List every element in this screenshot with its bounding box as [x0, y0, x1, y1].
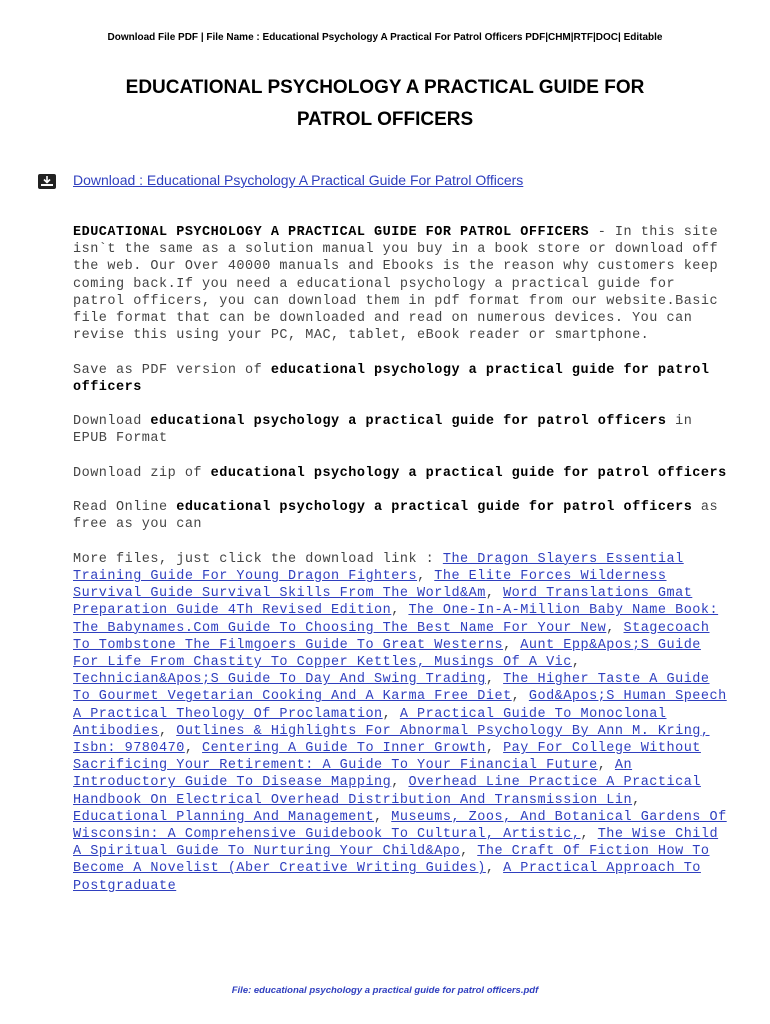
epub-suffix: in EPUB Format	[73, 414, 693, 447]
more-files-links: The Dragon Slayers Essential Training Guide For Young Dragon Fighters, The Elite Forces Wilderness Survival Guide Survival Skills From The World&Am, Word Translations Gmat Preparation Guide 4Th Revised Edition, The One-In-A-Million Baby Name Book: The Babynames.Com Guide To Choosing The Best Name For Your New, Stagecoach To Tombstone The Filmgoers Guide To Great Westerns, Aunt Epp&Apos;S Guide For Life From Chastity To Copper Kettles, Musings Of A Vic, Technician&Apos;S Guide To Day And Swing Trading, The Higher Taste A Guide To Gourmet Vegetarian Cooking And A Karma Free Diet, God&Apos;S Human Speech A Practical Theology Of Proclamation, A Practical Guide To Monoclonal Antibodies, Outlines & Highlights For Abnormal Psychology By Ann M. Kring, Isbn: 9780470, Centering A Guide To Inner Growth, Pay For College Without Sacrificing Your Retirement: A Guide To Your Financial Future, An Introductory Guide To Disease Mapping, Overhead Line Practice A Practical Handbook On Electrical Overhead Distribution And Transmission Lin, Educational Planning And Management, Museums, Zoos, And Botanical Gardens Of Wisconsin: A Comprehensive Guidebook To Cultural, Artistic,, The Wise Child A Spiritual Guide To Nurturing Your Child&Apo, The Craft Of Fiction How To Become A Novelist (Aber Creative Writing Guides), A Practical Approach To Postgraduate	[73, 551, 727, 894]
more-file-link[interactable]: A Practical Guide To Monoclonal Antibodies	[73, 706, 667, 739]
epub-bold: educational psychology a practical guide for patrol officers	[150, 414, 667, 430]
download-icon[interactable]	[38, 174, 56, 189]
page-footer: File: educational psychology a practical guide for patrol officers.pdf	[231, 985, 539, 996]
intro-bold: EDUCATIONAL PSYCHOLOGY A PRACTICAL GUIDE FOR PATROL OFFICERS	[73, 225, 590, 240]
title-line-1: EDUCATIONAL PSYCHOLOGY A PRACTICAL GUIDE FOR	[125, 77, 645, 98]
epub-prefix: Download	[73, 414, 151, 430]
zip-paragraph	[73, 465, 733, 482]
more-file-link[interactable]: An Introductory Guide To Disease Mapping	[73, 758, 633, 791]
zip-bold: educational psychology a practical guide for patrol officers	[210, 465, 727, 481]
zip-prefix: Download zip of	[73, 465, 211, 481]
download-row	[38, 172, 738, 192]
more-file-link[interactable]: Pay For College Without Sacrificing Your Retirement: A Guide To Your Financial Future	[73, 741, 701, 774]
more-file-link[interactable]: Outlines & Highlights For Abnormal Psychology By Ann M. Kring, Isbn: 9780470	[73, 723, 710, 757]
more-file-link[interactable]: The Dragon Slayers Essential Training Guide For Young Dragon Fighters	[73, 551, 684, 584]
save-pdf-bold: educational psychology a practical guide for patrol officers	[73, 362, 710, 395]
online-paragraph	[73, 499, 733, 533]
intro-paragraph	[73, 224, 733, 344]
more-file-link[interactable]: Museums, Zoos, And Botanical Gardens Of Wisconsin: A Comprehensive Guidebook To Cultural, Artistic,	[73, 809, 727, 843]
more-file-link[interactable]: A Practical Approach To Postgraduate	[73, 861, 701, 894]
download-link[interactable]: Download : Educational Psychology A Practical Guide For Patrol Officers	[73, 172, 524, 188]
epub-paragraph	[73, 413, 733, 447]
more-file-link[interactable]: Centering A Guide To Inner Growth	[202, 741, 486, 757]
more-file-link[interactable]: The Wise Child A Spiritual Guide To Nurturing Your Child&Apo	[73, 827, 719, 860]
intro-text: - In this site isn`t the same as a solution manual you buy in a book store or download off the web. Our Over 40000 manuals and Ebooks is the reason why customers keep coming back.If you need a educational psychology a practical guide for patrol officers, you can download them in pdf format from our website.Basic file format that can be downloaded and read on numerous devices. You can revise this using your PC, MAC, tablet, eBook reader or smartphone.	[73, 225, 719, 344]
more-file-link[interactable]: The Elite Forces Wilderness Survival Guide Survival Skills From The World&Am	[73, 568, 667, 602]
title-line-2: PATROL OFFICERS	[296, 109, 474, 130]
more-file-link[interactable]: The Higher Taste A Guide To Gourmet Vegetarian Cooking And A Karma Free Diet	[73, 672, 710, 705]
more-file-link[interactable]: Overhead Line Practice A Practical Handbook On Electrical Overhead Distribution And Transmission Lin	[73, 775, 701, 808]
document-body	[73, 224, 733, 912]
more-file-link[interactable]: Technician&Apos;S Guide To Day And Swing Trading	[73, 672, 486, 688]
more-file-link[interactable]: The One-In-A-Million Baby Name Book: The Babynames.Com Guide To Choosing The Best Name For Your New	[73, 603, 719, 636]
more-files-prefix: More files, just click the download link :	[73, 551, 443, 567]
online-suffix: as free as you can	[73, 500, 719, 533]
more-file-link[interactable]: Educational Planning And Management	[73, 809, 375, 825]
more-file-link[interactable]: Stagecoach To Tombstone The Filmgoers Guide To Great Westerns	[73, 620, 710, 653]
more-file-link[interactable]: Word Translations Gmat Preparation Guide 4Th Revised Edition	[73, 586, 693, 619]
save-pdf-prefix: Save as PDF version of	[73, 362, 271, 378]
more-file-link[interactable]: Aunt Epp&Apos;S Guide For Life From Chastity To Copper Kettles, Musings Of A Vic	[73, 637, 701, 670]
online-bold: educational psychology a practical guide for patrol officers	[176, 500, 693, 516]
more-file-link[interactable]: God&Apos;S Human Speech A Practical Theology Of Proclamation	[73, 689, 727, 722]
more-file-link[interactable]: The Craft Of Fiction How To Become A Novelist (Aber Creative Writing Guides)	[73, 844, 710, 877]
more-files-paragraph	[73, 551, 733, 895]
online-prefix: Read Online	[73, 500, 177, 516]
page-header: Download File PDF | File Name : Educational Psychology A Practical For Patrol Officers PDF|CHM|RTF|DOC| Editable	[107, 32, 663, 43]
save-pdf-paragraph	[73, 362, 733, 396]
document-title	[40, 72, 730, 136]
